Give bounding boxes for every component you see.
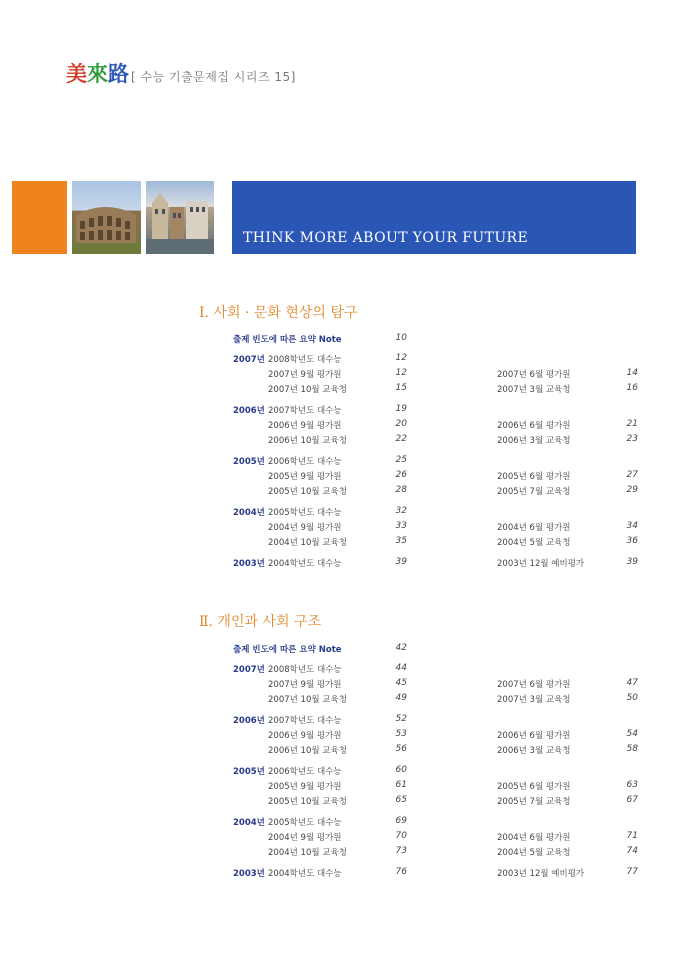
- toc-entry: 2003년 12월 예비평가: [497, 559, 585, 569]
- toc-page: 21: [626, 419, 638, 429]
- banner-orange-block: [12, 181, 67, 254]
- toc-entry: 2004년 5월 교육청: [497, 848, 571, 858]
- toc-entry: 2004학년도 대수능: [268, 869, 342, 879]
- toc-page: 39: [395, 557, 407, 567]
- note-page-1: 10: [395, 333, 407, 343]
- toc-entry: 2007년 10월 교육청: [268, 385, 347, 395]
- toc-page: 12: [395, 368, 407, 378]
- banner-slogan: THINK MORE ABOUT YOUR FUTURE: [243, 230, 529, 246]
- toc-page: 28: [395, 485, 407, 495]
- toc-page: 16: [626, 383, 638, 393]
- toc-page: 39: [626, 557, 638, 567]
- toc-entry: 2004년 9월 평가원: [268, 833, 342, 843]
- toc-entry: 2006년 9월 평가원: [268, 731, 342, 741]
- toc-entry: 2005년 10월 교육청: [268, 487, 347, 497]
- toc-entry: 2004년 5월 교육청: [497, 538, 571, 548]
- year-label: 2006년: [233, 406, 265, 416]
- toc-entry: 2007년 9월 평가원: [268, 370, 342, 380]
- toc-page: 14: [626, 368, 638, 378]
- logo: [66, 58, 296, 88]
- toc-entry: 2007년 3월 교육청: [497, 695, 571, 705]
- logo-char-3: 路: [108, 61, 129, 86]
- toc-entry: 2004년 6월 평가원: [497, 523, 571, 533]
- toc-entry: 2005년 7월 교육청: [497, 797, 571, 807]
- toc-page: 27: [626, 470, 638, 480]
- toc-page: 52: [395, 714, 407, 724]
- toc-page: 32: [395, 506, 407, 516]
- toc-page: 67: [626, 795, 638, 805]
- toc-page: 22: [395, 434, 407, 444]
- toc-page: 45: [395, 678, 407, 688]
- toc-page: 76: [395, 867, 407, 877]
- toc-page: 36: [626, 536, 638, 546]
- toc-entry: 2006학년도 대수능: [268, 457, 342, 467]
- toc-page: 74: [626, 846, 638, 856]
- town-square-photo: [146, 181, 214, 254]
- series-label: [ 수능 기출문제집 시리즈 15]: [131, 70, 296, 84]
- toc-page: 70: [395, 831, 407, 841]
- year-label: 2007년: [233, 355, 265, 365]
- toc-entry: 2007년 3월 교육청: [497, 385, 571, 395]
- toc-page: 49: [395, 693, 407, 703]
- toc-entry: 2007학년도 대수능: [268, 716, 342, 726]
- toc-entry: 2004년 10월 교육청: [268, 538, 347, 548]
- note-page-2: 42: [395, 643, 407, 653]
- toc-entry: 2006년 3월 교육청: [497, 436, 571, 446]
- toc-page: 61: [395, 780, 407, 790]
- toc-entry: 2006년 9월 평가원: [268, 421, 342, 431]
- toc-page: 34: [626, 521, 638, 531]
- toc-page: 19: [395, 404, 407, 414]
- colosseum-photo: [72, 181, 141, 254]
- year-label: 2005년: [233, 457, 265, 467]
- toc-entry: 2005년 6월 평가원: [497, 472, 571, 482]
- toc-page: 63: [626, 780, 638, 790]
- toc-entry: 2007학년도 대수능: [268, 406, 342, 416]
- note-label-1: 출제 빈도에 따른 요약 Note: [233, 335, 342, 345]
- toc-page: 25: [395, 455, 407, 465]
- toc-entry: 2003년 12월 예비평가: [497, 869, 585, 879]
- toc-entry: 2004학년도 대수능: [268, 559, 342, 569]
- toc-page: 69: [395, 816, 407, 826]
- toc-entry: 2005년 7월 교육청: [497, 487, 571, 497]
- logo-char-1: 美: [66, 61, 87, 86]
- toc-page: 65: [395, 795, 407, 805]
- year-label: 2005년: [233, 767, 265, 777]
- logo-char-2: 來: [87, 61, 108, 86]
- toc-entry: 2006년 3월 교육청: [497, 746, 571, 756]
- toc-entry: 2007년 10월 교육청: [268, 695, 347, 705]
- toc-entry: 2006년 6월 평가원: [497, 421, 571, 431]
- toc-page: 12: [395, 353, 407, 363]
- toc-entry: 2005년 6월 평가원: [497, 782, 571, 792]
- toc-entry: 2008학년도 대수능: [268, 355, 342, 365]
- toc-entry: 2006학년도 대수능: [268, 767, 342, 777]
- toc-entry: 2005학년도 대수능: [268, 818, 342, 828]
- toc-entry: 2006년 10월 교육청: [268, 746, 347, 756]
- toc-page: 44: [395, 663, 407, 673]
- toc-entry: 2005학년도 대수능: [268, 508, 342, 518]
- toc-page: 71: [626, 831, 638, 841]
- year-label: 2004년: [233, 818, 265, 828]
- year-label: 2006년: [233, 716, 265, 726]
- toc-page: 20: [395, 419, 407, 429]
- toc-page: 26: [395, 470, 407, 480]
- toc-page: 35: [395, 536, 407, 546]
- toc-entry: 2004년 9월 평가원: [268, 523, 342, 533]
- toc-entry: 2004년 6월 평가원: [497, 833, 571, 843]
- toc-entry: 2004년 10월 교육청: [268, 848, 347, 858]
- toc-page: 73: [395, 846, 407, 856]
- toc-entry: 2005년 9월 평가원: [268, 782, 342, 792]
- toc-page: 53: [395, 729, 407, 739]
- toc-page: 56: [395, 744, 407, 754]
- year-label: 2004년: [233, 508, 265, 518]
- toc-entry: 2007년 6월 평가원: [497, 370, 571, 380]
- toc-page: 50: [626, 693, 638, 703]
- toc-entry: 2005년 10월 교육청: [268, 797, 347, 807]
- year-label: 2003년: [233, 559, 265, 569]
- toc-page: 15: [395, 383, 407, 393]
- toc-page: 54: [626, 729, 638, 739]
- toc-page: 29: [626, 485, 638, 495]
- toc-page: 33: [395, 521, 407, 531]
- year-label: 2003년: [233, 869, 265, 879]
- section-title-2: Ⅱ. 개인과 사회 구조: [199, 614, 321, 630]
- toc-entry: 2006년 6월 평가원: [497, 731, 571, 741]
- toc-entry: 2007년 9월 평가원: [268, 680, 342, 690]
- toc-page: 58: [626, 744, 638, 754]
- toc-entry: 2007년 6월 평가원: [497, 680, 571, 690]
- toc-page: 60: [395, 765, 407, 775]
- section-title-1: Ⅰ. 사회 · 문화 현상의 탐구: [199, 305, 358, 321]
- toc-page: 47: [626, 678, 638, 688]
- toc-page: 77: [626, 867, 638, 877]
- toc-page: 23: [626, 434, 638, 444]
- toc-entry: 2006년 10월 교육청: [268, 436, 347, 446]
- toc-entry: 2005년 9월 평가원: [268, 472, 342, 482]
- note-label-2: 출제 빈도에 따른 요약 Note: [233, 645, 342, 655]
- year-label: 2007년: [233, 665, 265, 675]
- toc-entry: 2008학년도 대수능: [268, 665, 342, 675]
